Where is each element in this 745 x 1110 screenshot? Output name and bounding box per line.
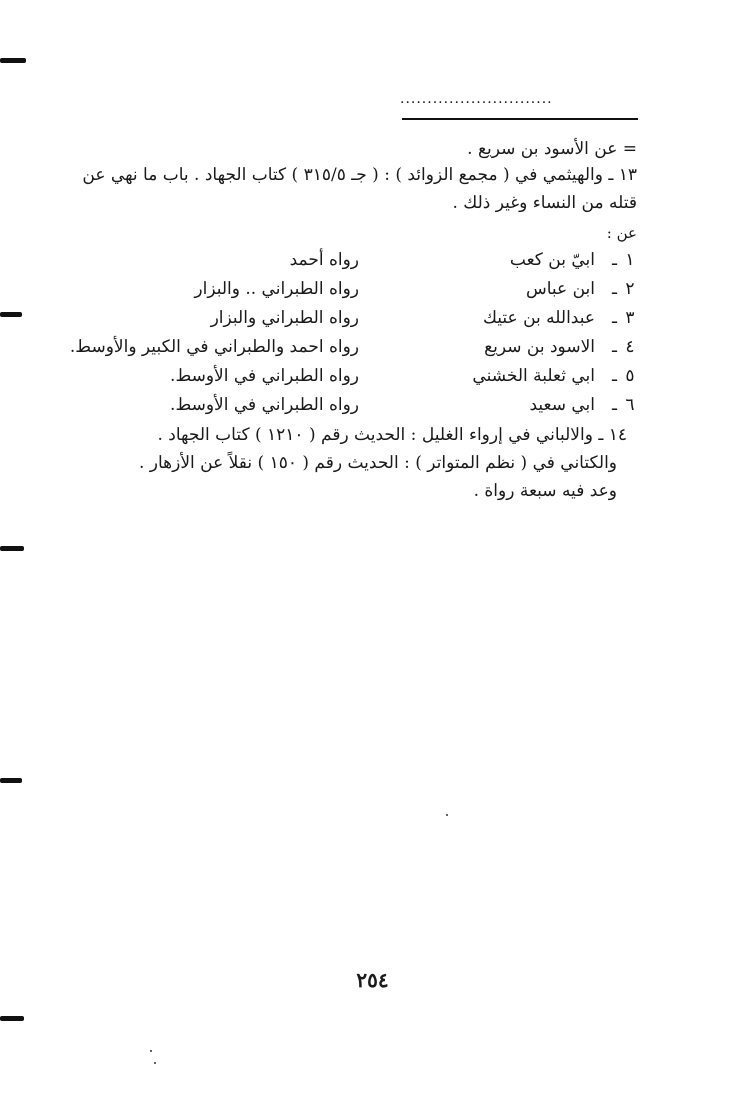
narrator-row <box>107 395 637 419</box>
narrator-number: ١ <box>625 250 635 270</box>
narrator-row <box>107 279 637 303</box>
narrator-source: رواه الطبراني والبزار <box>210 308 359 328</box>
narrator-dash: ـ <box>612 250 617 270</box>
narrator-dash: ـ <box>612 279 617 299</box>
narrator-dash: ـ <box>612 366 617 386</box>
narrator-source: رواه أحمد <box>289 250 359 270</box>
narrator-row <box>107 366 637 390</box>
scan-speck <box>150 1050 152 1052</box>
margin-mark <box>0 778 22 783</box>
narrator-name: الاسود بن سريع <box>484 337 595 357</box>
narrator-row <box>107 250 637 274</box>
footnote-line-7: وعد فيه سبعة رواة . <box>473 481 617 501</box>
narrator-row <box>69 337 637 361</box>
narrator-source: رواه الطبراني في الأوسط. <box>170 366 359 386</box>
narrator-dash: ـ <box>612 337 617 357</box>
narrator-number: ٦ <box>625 395 635 415</box>
narrator-source: رواه الطبراني في الأوسط. <box>170 395 359 415</box>
footnote-line-3: قتله من النساء وغير ذلك . <box>452 193 637 213</box>
scan-speck <box>154 1062 156 1064</box>
narrator-number: ٣ <box>625 308 635 328</box>
scan-speck <box>446 814 448 816</box>
footnote-line-4: عن : <box>606 224 637 242</box>
narrator-row <box>107 308 637 332</box>
page-number: ٢٥٤ <box>356 968 389 992</box>
footnote-separator-rule <box>402 118 638 120</box>
narrator-name: ابيّ بن كعب <box>509 250 595 270</box>
footnote-line-5: ١٤ ـ والالباني في إرواء الغليل : الحديث رقم ( ١٢١٠ ) كتاب الجهاد . <box>157 425 627 445</box>
narrator-dash: ـ <box>612 308 617 328</box>
footnote-line-1: = عن الأسود بن سريع . <box>467 139 637 159</box>
narrator-number: ٤ <box>625 337 635 357</box>
narrator-number: ٢ <box>625 279 635 299</box>
footnote-separator-dots: ............................ <box>400 92 553 106</box>
narrator-number: ٥ <box>625 366 635 386</box>
margin-mark <box>0 1016 24 1021</box>
footnote-line-2: ١٣ ـ والهيثمي في ( مجمع الزوائد ) : ( جـ ٣١٥/٥ ) كتاب الجهاد . باب ما نهي عن <box>82 165 637 185</box>
margin-mark <box>0 546 24 551</box>
narrator-source: رواه احمد والطبراني في الكبير والأوسط. <box>69 337 359 357</box>
narrator-name: عبدالله بن عتيك <box>482 308 595 328</box>
narrator-source: رواه الطبراني .. والبزار <box>194 279 359 299</box>
margin-mark <box>0 312 22 317</box>
narrator-name: ابن عباس <box>525 279 595 299</box>
margin-mark <box>0 58 26 63</box>
narrator-dash: ـ <box>612 395 617 415</box>
footnote-line-6: والكتاني في ( نظم المتواتر ) : الحديث رقم ( ١٥٠ ) نقلاً عن الأزهار . <box>138 453 617 473</box>
narrator-name: ابي سعيد <box>529 395 595 415</box>
narrator-name: ابي ثعلبة الخشني <box>472 366 595 386</box>
